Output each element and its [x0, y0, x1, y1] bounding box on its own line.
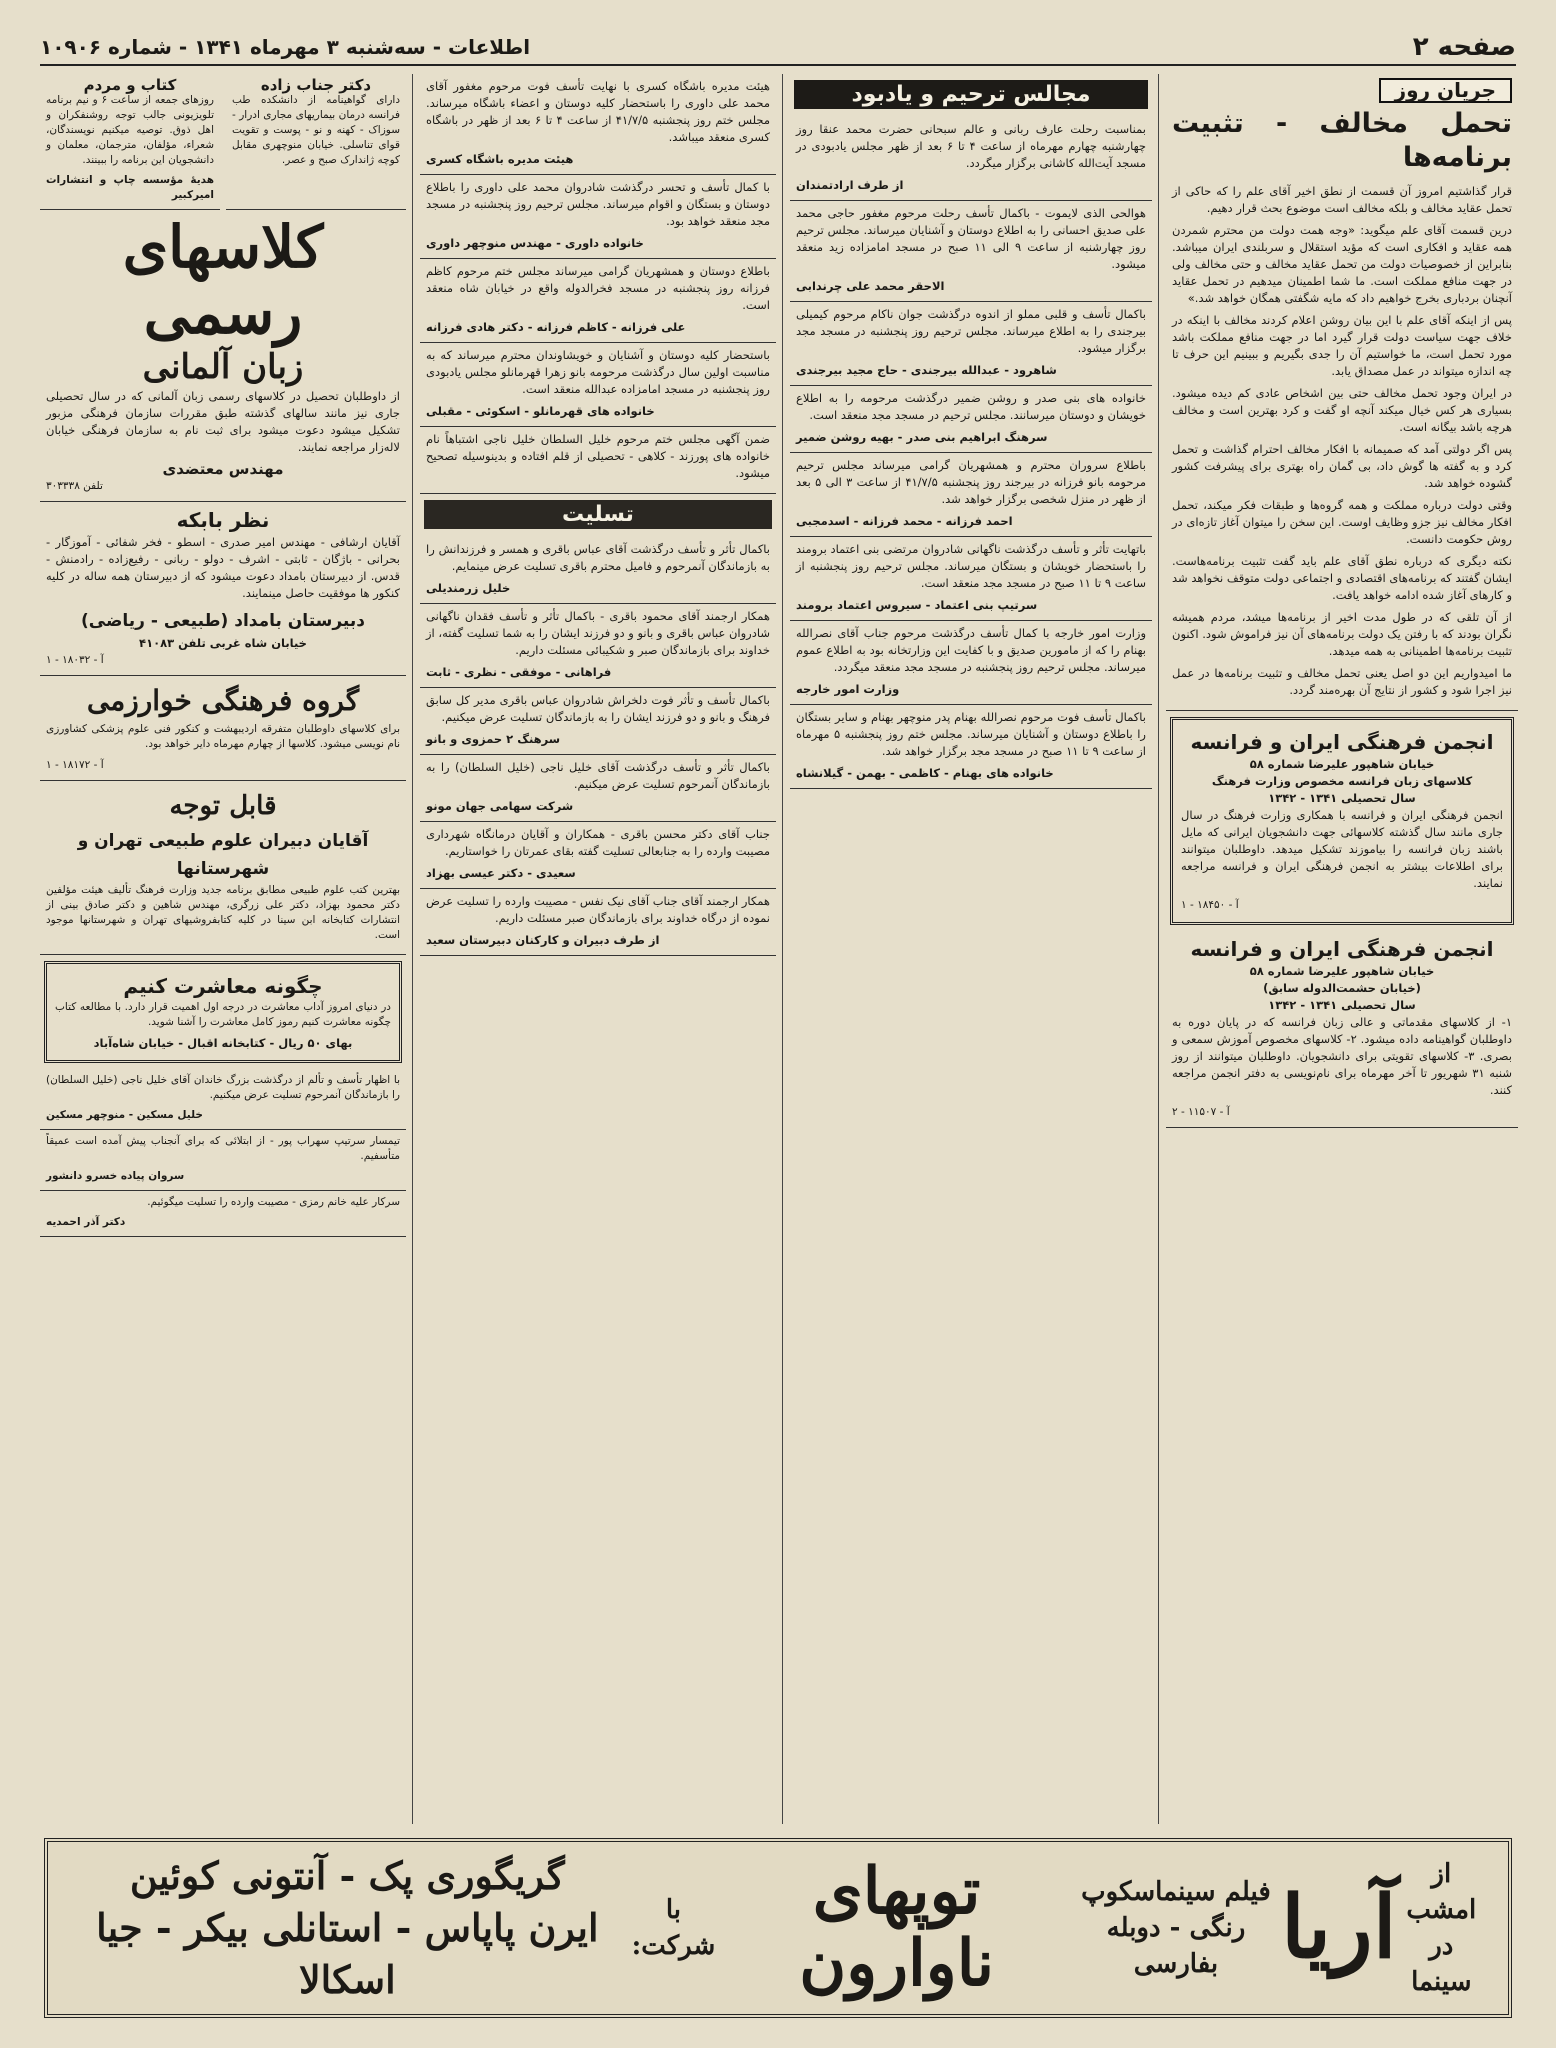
notice — [790, 705, 1152, 789]
notice-text: همکار ارجمند آقای جناب آقای نیک نفس - مصیبت وارده را تسلیت عرض نموده از درگاه خداوند برای بازماندگان صبر مسئلت داریم. — [426, 894, 770, 925]
editorial-paragraph: ما امیدواریم این دو اصل یعنی تحمل مخالف و تثبیت برنامه‌ها در عمل نیز اجرا شود و کشور از نتایج آن بهره‌مند گردد. — [1172, 666, 1512, 697]
notice-signature: شرکت سهامی جهان مونو — [426, 799, 574, 813]
notice — [790, 201, 1152, 302]
notice-text: هیئت مدیره باشگاه کسری با نهایت تأسف فوت مرحوم مغفور آقای محمد علی داوری را باستحضار کلیه دوستان و اعضاء باشگاه میرساند. مجلس ختم روز پنجشنبه ۴۱/۷/۵ از ساعت ۴ تا ۶ بعد از ظهر در باشگاه کسری منعقد میباشد. — [426, 79, 770, 144]
editorial-paragraph: در ایران وجود تحمل مخالف حتی بین اشخاص عادی کم دیده میشود. بسیاری هر کس خیال میکند آنچه او گفت و کرد بهترین است و مخالف هرچه باشد بیگانه است. — [1172, 386, 1512, 434]
column-rule — [412, 74, 413, 1824]
notice-signature: سعیدی - دکتر عیسی بهزاد — [426, 866, 576, 880]
ad-code: آ - ۱۸۱۷۲ - ۱ — [46, 759, 104, 771]
column-ads — [40, 74, 406, 1829]
cinema-block — [1397, 1856, 1486, 2000]
ad-year: سال تحصیلی ۱۳۴۱ - ۱۳۴۲ — [1268, 791, 1416, 805]
editorial-paragraph: وقتی دولت درباره مملکت و همه گروه‌ها و طبقات فکر میکند، تحمل افکار مخالف نیز جزو وظایف اوست. این سخن را میتوان آغاز تازه‌ای در روش حکومت دانست. — [1172, 498, 1512, 546]
notice — [790, 386, 1152, 453]
editorial-headline: تحمل مخالف - تثبیت برنامه‌ها — [1172, 108, 1512, 173]
french-society-ad — [1170, 717, 1514, 925]
ad-code: آ - ۱۱۵۰۷ - ۲ — [1172, 1106, 1230, 1118]
notice-signature: سرهنگ ابراهیم بنی صدر - بهیه روشن ضمیر — [796, 430, 1048, 444]
notice-signature: دکتر آذر احمدیه — [46, 1216, 126, 1228]
notice-text: باتهایت تأثر و تأسف درگذشت ناگهانی شادروان مرتضی بنی اعتماد برومند را باستحضار خویشان و بستگان میرساند. مجلس ترحیم روز پنجشنبه از ساعت ۹ تا ۱۱ صبح در مسجد مجد منعقد است. — [796, 542, 1146, 590]
notice — [420, 74, 776, 175]
ad-body: برای کلاسهای داوطلبان متفرقه اردیبهشت و کنکور فنی علوم پزشکی کشاورزی نام نویسی میشود. کلاسها از چهارم مهرماه دایر خواهد بود. — [46, 723, 400, 750]
ad-subtitle: زبان آلمانی — [142, 347, 304, 387]
notice — [40, 1069, 406, 1130]
notice-signature: وزارت امور خارجه — [796, 682, 900, 696]
ad-body: روزهای جمعه از ساعت ۶ و نیم برنامه تلویزیونی جالب توجه روشنفکران و اهل ذوق. توصیه میکنیم نویسندگان، شعراء، مؤلفان، مترجمان، معلمان و دانشجویان این برنامه را ببینند. — [46, 94, 214, 166]
ad-body: از داوطلبان تحصیل در کلاسهای رسمی زبان آلمانی که در سال تحصیلی جاری نیز مانند سالهای گذشته طبق مقررات سازمان فرهنگی مزبور تشکیل میشود دعوت میشود برای ثبت نام به سازمان فرهنگی خیابان لاله‌زار مراجعه نمایند. — [46, 389, 400, 454]
notice-text: باطلاع سروران محترم و همشهریان گرامی میرساند مجلس ترحیم مرحومه بانو فرزانه در بیرجند روز پنجشنبه ۴۱/۷/۵ از ساعت ۳ الی ۵ بعد از ظهر در منزل شخصی برگزار خواهد شد. — [796, 458, 1146, 506]
ad-title: نظر بابکه — [176, 508, 270, 532]
ad-address: خیابان شاهپور علیرضا شماره ۵۸ — [1249, 757, 1435, 771]
notice — [420, 822, 776, 889]
film-title-block — [722, 1856, 1071, 2000]
page-number: صفحه ۲ — [1412, 32, 1516, 62]
cinema-name-block — [1281, 1877, 1397, 1978]
notice — [420, 259, 776, 343]
notice-signature: خانواده داوری - مهندس منوچهر داوری — [426, 236, 644, 250]
cinema-ad — [44, 1838, 1512, 2018]
cinema-label: در سینما — [1411, 1931, 1472, 1997]
column-condolences — [420, 74, 776, 1829]
notice-signature: خانواده های قهرمانلو - اسکوئی - مقبلی — [426, 404, 655, 418]
school-name: دبیرستان بامداد (طبیعی - ریاضی) — [81, 611, 365, 631]
notice-text: سرکار علیه خانم رمزی - مصیبت وارده را تسلیت میگوئیم. — [147, 1196, 400, 1208]
notice-signature: احمد فرزانه - محمد فرزانه - اسدمجبی — [796, 514, 1013, 528]
ad-title: قابل توجه — [169, 791, 277, 821]
ad-body: در دنیای امروز آداب معاشرت در درجه اول اهمیت قرار دارد. با مطالعه کتاب چگونه معاشرت کنیم رموز کامل معاشرت را آشنا شوید. — [55, 1001, 391, 1028]
notice-text: با کمال تأسف و تحسر درگذشت شادروان محمد علی داوری را باطلاع دوستان و بستگان و اقوام میرساند. مجلس ترحیم روز پنجشنبه در مسجد مجد منعقد خواهد بود. — [426, 180, 770, 228]
ad-body: بهترین کتب علوم طبیعی مطابق برنامه جدید وزارت فرهنگ تألیف هیئت مؤلفین دکتر محمود بهزاد، دکتر علی زرگری، مهندس شاهین و دکتر صادق بینی از انتشارات کتابخانه ابن سینا در کلیه کتابفروشیهای تهران و شهرستانها موجود است. — [46, 884, 400, 941]
notice — [420, 755, 776, 822]
ad-title: چگونه معاشرت کنیم — [123, 974, 323, 998]
cast-line-2: ایرن پاپاس - استانلی بیکر - جیا اسکالا — [96, 1905, 599, 2002]
notice-text: هوالحی الذی لایموت - باکمال تأسف رحلت مرحوم مغفور حاجی محمد علی صدیق احسانی را به اطلاع دوستان و آشنایان میرساند. مجلس ترحیم روز چهارشنبه از ساعت ۹ الی ۱۱ صبح در مسجد امامزاده زید منعقد میشود. — [796, 206, 1146, 271]
notice-signature: از طرف دبیران و کارکنان دبیرستان سعید — [426, 933, 660, 947]
notice-text: باستحضار کلیه دوستان و آشنایان و خویشاوندان محترم میرساند که به مناسبت اولین سال درگذشت مرحومه بانو زهرا قهرمانلو مجلس یادبودی روز پنجشنبه در مسجد امامزاده عبدالله منعقد است. — [426, 348, 770, 396]
notice-text: همکار ارجمند آقای محمود باقری - باکمال تأثر و تأسف فقدان ناگهانی شادروان عباس باقری و بانو و دو فرزند ایشان را به شما تسلیت گفته، از خداوند برای بازماندگان صبر و شکیبائی مسئلت داریم. — [426, 609, 770, 657]
ad-body: انجمن فرهنگی ایران و فرانسه با همکاری وزارت فرهنگ در سال جاری مانند سال گذشته کلاسهائی جهت دانشجویان ایرانی که مایل باشند زبان فرانسه را بیاموزند تشکیل میدهد. داوطلبان میتوانند برای اطلاعات بیشتر به انجمن فرهنگی ایران و فرانسه مراجعه نمایند. — [1181, 808, 1503, 890]
section-tag: جریان روز — [1379, 78, 1512, 103]
column-memorials — [790, 74, 1152, 1829]
cinema-name: آریا — [1281, 1877, 1397, 1978]
ad-address-2: (خیابان حشمت‌الدوله سابق) — [1263, 981, 1421, 995]
notice-text: بمناسبت رحلت عارف ربانی و عالم سبحانی حضرت محمد عنقا روز چهارشنبه چهارم مهرماه از ساعت ۴ تا ۶ بعد از ظهر مجلس یادبودی در مسجد آیت‌الله‌ کاشانی برگزار میگردد. — [796, 122, 1146, 170]
film-format: فیلم سینماسکوپ — [1081, 1877, 1271, 1907]
notice — [790, 302, 1152, 386]
with-block — [625, 1892, 723, 1964]
editorial-paragraph: نکته دیگری که درباره نطق آقای علم باید گفت تثبیت برنامه‌هاست. ایشان گفتند که برنامه‌های اقتصادی و اجتماعی دولت متوقف نخواهد شد و کارهای آغاز شده ادامه خواهد یافت. — [1172, 554, 1512, 602]
notice-text: ضمن آگهی مجلس ختم مرحوم خلیل السلطان خلیل ناجی اشتباهاً نام خانواده های پورزند - کلاهی - تحصیلی از قلم افتاده و بدینوسیله تصحیح میشود. — [426, 432, 770, 480]
editorial-block — [1166, 74, 1518, 711]
notice-text: باکمال تأسف فوت مرحوم نصرالله بهنام پدر منوچهر بهنام و سایر بستگان را باطلاع دوستان و آشنایان میرساند. مجلس ختم روز پنجشنبه ۵ مهرماه از ساعت ۹ تا ۱۱ صبح در مسجد مجد برگزار خواهد شد. — [796, 710, 1146, 758]
notice-signature: خلیل مسکین - منوچهر مسکین — [46, 1109, 203, 1121]
notice-signature: سرتیپ بنی اعتماد - سیروس اعتماد برومند — [796, 598, 1038, 612]
ad-code: آ - ۱۸۰۳۲ - ۱ — [46, 654, 104, 666]
ad-title: انجمن فرهنگی ایران و فرانسه — [1190, 937, 1494, 961]
notice-text: باکمال تأثر و تأسف درگذشت آقای خلیل ناجی (خلیل السلطان) را به بازماندگان آنمرحوم تسلیت عرض میکنیم. — [426, 760, 770, 791]
ad-phone: تلفن ۳۰۳۳۳۸ — [46, 480, 103, 492]
notice-text: باطلاع دوستان و همشهریان گرامی میرساند مجلس ختم مرحوم کاظم فرزانه روز پنجشنبه در مسجد فخرالدوله واقع در خیابان شاه منعقد است. — [426, 264, 770, 312]
editorial-paragraph: پس از اینکه آقای علم با این بیان روشن اعلام کردند مخالف با اینکه در خلاف جهت سیاست دولت قرار گیرد اما در جهت منافع مملکت باشد مورد تحمل است، ما خواستیم آن را جدی بگیریم و ببینیم این حرف تا چه اندازه میتواند در عمل مصداق یابد. — [1172, 313, 1512, 378]
film-language: رنگی - دوبله بفارسی — [1106, 1913, 1246, 1979]
memorials-banner: مجالس ترحیم و یادبود — [794, 80, 1148, 109]
book-tv-ad — [40, 74, 220, 210]
ad-title: کتاب و مردم — [83, 76, 177, 94]
ad-title: دکتر جناب زاده — [260, 76, 372, 94]
notice-signature: شاهرود - عبدالله بیرجندی - حاج مجید بیرجندی — [796, 363, 1057, 377]
ad-address: خیابان شاهپور علیرضا شماره ۵۸ — [1249, 964, 1435, 978]
column-rule — [782, 74, 783, 1824]
ad-code: آ - ۱۸۴۵۰ - ۱ — [1181, 899, 1239, 911]
ad-signature: هدیهٔ مؤسسه چاپ و انتشارات امیرکبیر — [46, 174, 214, 201]
notice-text: خانواده های بنی صدر و روشن ضمیر درگذشت مرحومه را به اطلاع خویشان و دوستان میرسانند. مجلس ترحیم در مسجد مجد منعقد است. — [796, 391, 1146, 422]
notice-signature: هیئت مدیره باشگاه کسری — [426, 152, 574, 166]
cast-line-1: گریگوری پک - آنتونی کوئین — [129, 1853, 565, 1898]
french-society-ad-2 — [1166, 931, 1518, 1128]
notice — [420, 343, 776, 427]
ad-title: کلاسهای رسمی — [122, 213, 324, 347]
notice-text: وزارت امور خارجه با کمال تأسف درگذشت مرحوم جناب آقای نصرالله بهنام را که از مامورین صدیق و با کفایت این وزارتخانه بود به اطلاع عموم میرساند. مجلس ترحیم روز پنجشنبه در مسجد مجد منعقد میگردد. — [796, 626, 1146, 674]
german-classes-ad — [40, 210, 406, 502]
notice — [420, 537, 776, 604]
editorial-paragraph: درین قسمت آقای علم میگوید: «وجه همت دولت من محترم شمردن همه عقاید و افکاری است که مؤید استقلال و سربلندی ایران میباشد. بنابراین از خصوصیات دولت من تحمل عقاید مخالف و حتی مخالف ولی در جهت منافع مملکت است. ما شما اطمینان میدهیم در تحمل عقاید آنچنان بردباری بخرج خواهیم داد که مایه شگفتی همگان خواهد شد.» — [1172, 223, 1512, 305]
notice-signature: خلیل زرمندیلی — [426, 581, 511, 595]
film-title: توپهای ناوارون — [799, 1854, 994, 2001]
ad-body: دارای گواهینامه از دانشکده طب فرانسه درمان بیماریهای مجاری ادرار - سوزاک - کهنه و نو - پوست و تقویت قوای تناسلی. خیابان منوچهری مقابل کوچه ژاندارک صبح و عصر. — [232, 94, 400, 166]
notice — [790, 117, 1152, 201]
notice — [790, 621, 1152, 705]
notice-teachers-ad — [40, 781, 406, 955]
notice — [40, 1130, 406, 1191]
with-label: با شرکت: — [631, 1895, 716, 1961]
notice-signature: سرهنگ ۲ حمزوی و بانو — [426, 732, 561, 746]
notice-text: تیمسار سرتیپ سهراب پور - از ابتلائی که برای آنجناب پیش آمده است عمیقاً متأسفیم. — [46, 1135, 400, 1162]
ad-subtitle: آقایان دبیران علوم طبیعی تهران و شهرستانها — [77, 831, 369, 879]
doctor-ad — [226, 74, 406, 210]
ad-title: گروه فرهنگی خوارزمی — [86, 684, 360, 717]
condolence-banner: تسلیت — [424, 500, 772, 529]
notice — [420, 427, 776, 494]
ad-subtitle: کلاسهای زبان فرانسه مخصوص وزارت فرهنگ — [1211, 774, 1473, 788]
issue-line: اطلاعات - سه‌شنبه ۳ مهرماه ۱۳۴۱ - شماره ۱۰۹۰۶ — [40, 35, 531, 59]
notice-text: باکمال تأسف و قلبی مملو از اندوه درگذشت جوان ناکام مرحوم کیمیلی بیرجندی را به اطلاع میرساند. مجلس ترحیم روز پنجشنبه در مسجد مجد برگزار میشود. — [796, 307, 1146, 355]
school-ad — [40, 502, 406, 676]
column-rule — [1158, 74, 1159, 1824]
notice-text: جناب آقای دکتر محسن باقری - همکاران و آقایان درمانگاه شهرداری مصیبت وارده را به جنابعالی تسلیت گفته بقای عمرتان را خواستاریم. — [426, 827, 770, 858]
notice — [420, 604, 776, 688]
tonight-label: از امشب — [1406, 1859, 1477, 1925]
notice-signature: از طرف ارادتمندان — [796, 178, 904, 192]
notice — [790, 537, 1152, 621]
kharazmi-ad — [40, 676, 406, 781]
cast-block — [70, 1850, 625, 2006]
ad-row — [40, 74, 406, 210]
column-editorial — [1166, 74, 1518, 1829]
notice-text: باکمال تأسف و تأثر فوت دلخراش شادروان عباس باقری مدیر کل سابق فرهنگ و بانو و دو فرزند ایشان را به بازماندگان تسلیت عرض میکنیم. — [426, 693, 770, 724]
film-meta-block — [1071, 1874, 1281, 1982]
ad-body: ۱- از کلاسهای مقدماتی و عالی زبان فرانسه که در پایان دوره به داوطلبان گواهینامه داده میشود. ۲- کلاسهای مخصوص آموزش سمعی و بصری. ۳- کلاسهای تقویتی برای دانشجویان. داوطلبان میتوانند از روز شنبه ۳۱ شهریور تا آخر مهرماه برای نام‌نویسی به دفتر انجمن مراجعه کنند. — [1172, 1015, 1513, 1097]
ad-signature: مهندس معتضدی — [162, 460, 284, 478]
ad-year: سال تحصیلی ۱۳۴۱ - ۱۳۴۲ — [1268, 998, 1416, 1012]
editorial-paragraph: از آن تلقی که در طول مدت اخیر از برنامه‌ها میشد، مردم همیشه نگران بودند که با رفتن یک دولت برنامه‌های آن نیز فراموش شود. اکنون تثبیت برنامه‌ها اطمینانی به همه میدهد. — [1172, 610, 1512, 658]
editorial-paragraph: پس اگر دولتی آمد که صمیمانه با افکار مخالف احترام گذاشت و تحمل کرد و به گفته ها گوش داد، بی گمان راه بهتری برای پیشرفت کشور گشوده خواهد شد. — [1172, 442, 1512, 490]
notice-text: با اظهار تأسف و تألم از درگذشت بزرگ خاندان آقای خلیل ناجی (خلیل السلطان) را بازماندگان آنمرحوم تسلیت عرض میکنیم. — [46, 1074, 400, 1101]
notice — [420, 175, 776, 259]
notice — [790, 453, 1152, 537]
school-address: خیابان شاه غربی تلفن ۴۱۰۸۳ — [139, 636, 307, 650]
notice-signature: الاحقر محمد علی چرندابی — [796, 279, 945, 293]
ad-price: بهای ۵۰ ریال - کتابخانه اقبال - خیابان شاه‌آباد — [93, 1036, 353, 1050]
notice-signature: علی فرزانه - کاظم فرزانه - دکتر هادی فرزانه — [426, 320, 686, 334]
ad-title: انجمن فرهنگی ایران و فرانسه — [1190, 730, 1494, 754]
editorial-paragraph: قرار گذاشتیم امروز آن قسمت از نطق اخیر آقای علم را که حاکی از تحمل عقاید مخالف و بلکه مخالف است موضوع بحث قرار دهیم. — [1172, 184, 1512, 215]
notice-signature: خانواده های بهنام - کاظمی - بهمن - گیلانشاه — [796, 766, 1054, 780]
notice — [40, 1191, 406, 1237]
notice-signature: سروان پیاده خسرو دانشور — [46, 1170, 185, 1182]
notice-signature: فراهانی - موفقی - نظری - ثابت — [426, 665, 612, 679]
ad-body: آقایان ارشافی - مهندس امیر صدری - اسطو - فخر شفائی - آموزگار - بحرانی - باژگان - ثابتی - اشرف - دولو - ربانی - رفیع‌زاده - رادمنش - قدس. از دبیرستان بامداد دعوت میشود که از دبیرستان همه ساله در کلیه کنکور ها موفقیت حاصل مینمایند. — [46, 535, 400, 600]
masthead — [40, 30, 1516, 66]
notice — [420, 889, 776, 956]
etiquette-book-ad — [44, 961, 402, 1063]
notice-text: باکمال تأثر و تأسف درگذشت آقای عباس باقری و همسر و فرزندانش را به بازماندگان آنمرحوم و فامیل محترم باقری تسلیت عرض مینمایم. — [426, 542, 770, 573]
notice — [420, 688, 776, 755]
